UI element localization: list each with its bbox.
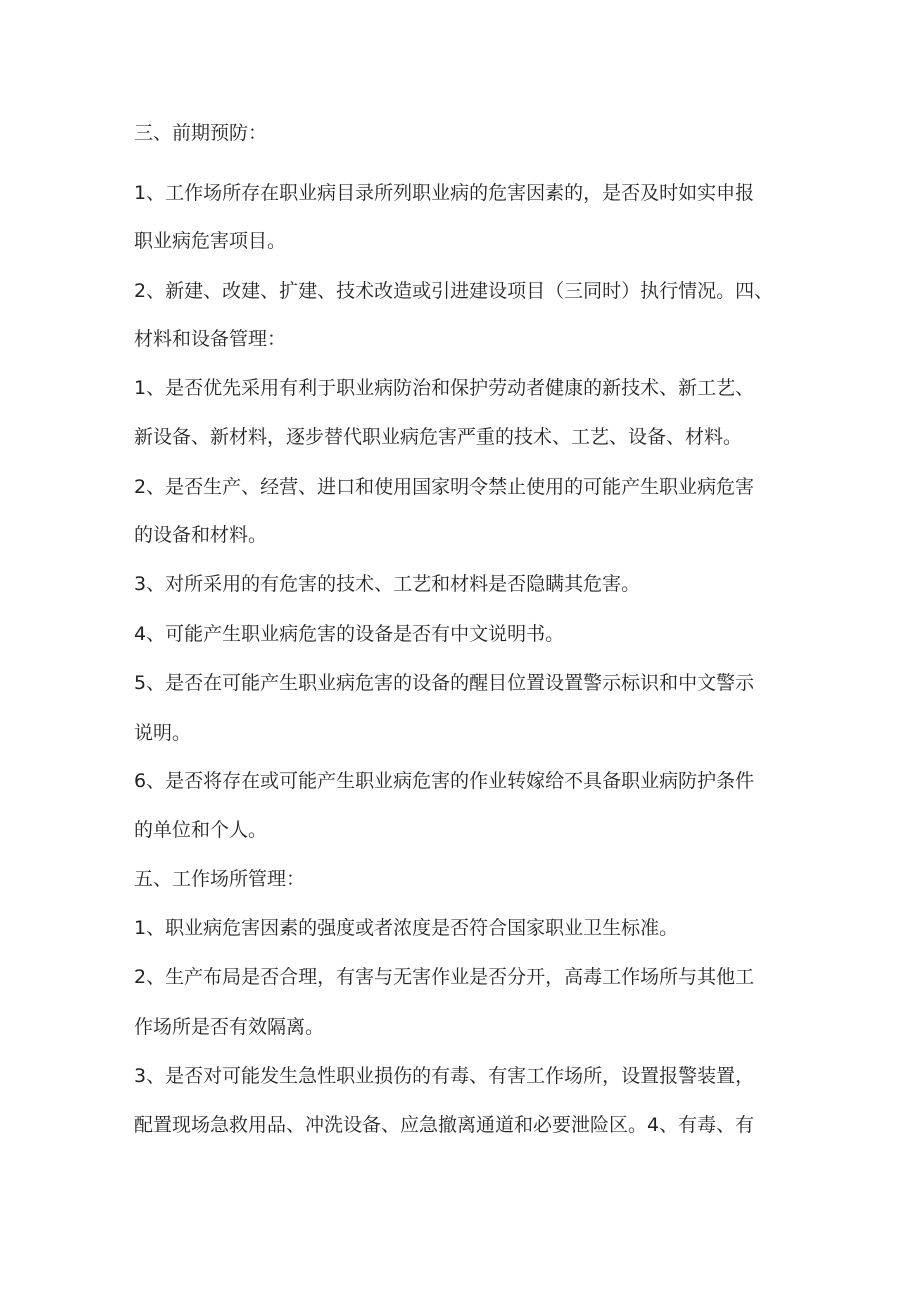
paragraph-line: 的设备和材料。: [134, 524, 268, 546]
paragraph-line: 的单位和个人。: [134, 819, 268, 841]
paragraph-line: 5、是否在可能产生职业病危害的设备的醒目位置设置警示标识和中文警示: [134, 672, 755, 694]
section-heading-workplace-management: 五、工作场所管理：: [134, 868, 306, 890]
paragraph-line: 作场所是否有效隔离。: [134, 1016, 325, 1038]
paragraph-line: 说明。: [134, 722, 192, 744]
paragraph-line: 1、职业病危害因素的强度或者浓度是否符合国家职业卫生标准。: [134, 917, 679, 939]
paragraph-line: 职业病危害项目。: [134, 230, 287, 252]
paragraph-line: 6、是否将存在或可能产生职业病危害的作业转嫁给不具备职业病防护条件: [134, 770, 755, 792]
paragraph-line: 2、是否生产、经营、进口和使用国家明令禁止使用的可能产生职业病危害: [134, 476, 755, 498]
paragraph-line: 4、可能产生职业病危害的设备是否有中文说明书。: [134, 623, 565, 645]
paragraph-line: 1、是否优先采用有利于职业病防治和保护劳动者健康的新技术、新工艺、: [134, 377, 755, 399]
paragraph-line: 2、生产布局是否合理，有害与无害作业是否分开，高毒工作场所与其他工: [134, 966, 755, 988]
paragraph-line: 3、是否对可能发生急性职业损伤的有毒、有害工作场所，设置报警装置，: [134, 1065, 755, 1087]
paragraph-line: 材料和设备管理：: [134, 328, 287, 350]
paragraph-line: 1、工作场所存在职业病目录所列职业病的危害因素的，是否及时如实申报: [134, 182, 755, 204]
paragraph-line: 2、新建、改建、扩建、技术改造或引进建设项目（三同时）执行情况。四、: [134, 280, 774, 302]
paragraph-line: 3、对所采用的有危害的技术、工艺和材料是否隐瞒其危害。: [134, 573, 641, 595]
paragraph-line: 配置现场急救用品、冲洗设备、应急撤离通道和必要泄险区。4、有毒、有: [134, 1114, 755, 1136]
paragraph-line: 新设备、新材料，逐步替代职业病危害严重的技术、工艺、设备、材料。: [134, 426, 743, 448]
section-heading-pre-prevention: 三、前期预防：: [134, 122, 268, 144]
